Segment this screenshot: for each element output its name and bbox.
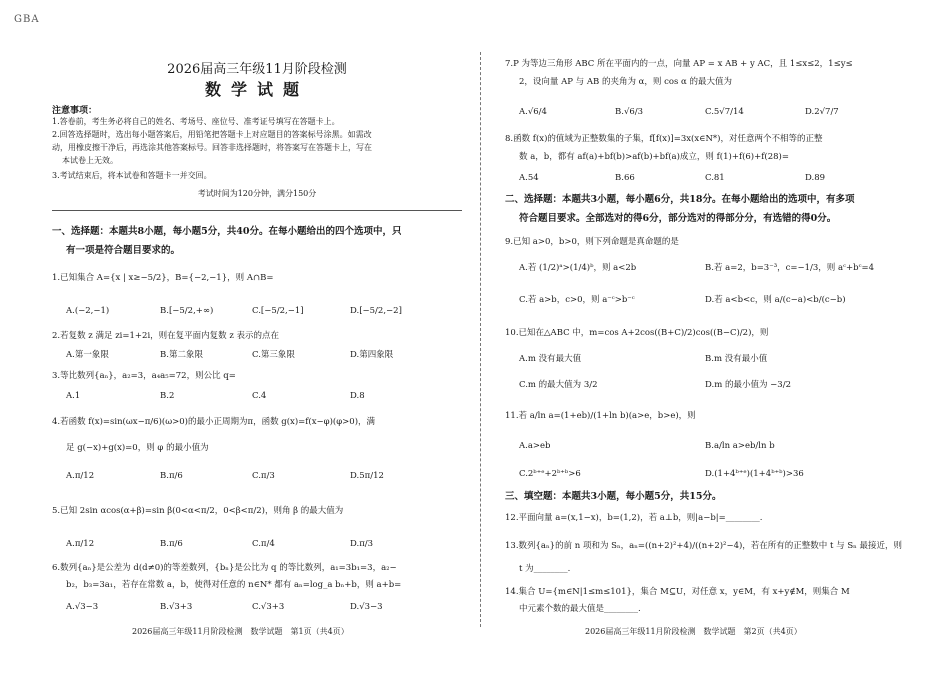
- question-5: 5.已知 2sin αcos(α+β)=sin β(0<α<π/2，0<β<π/2)，则角 β 的最大值为: [52, 506, 344, 516]
- question-13: 13.数列{aₙ}的前 n 项和为 Sₙ，aₙ=((n+2)²+4)/((n+2)²−4)，若在所有的正整数中 t 与 Sₙ 最接近，则: [505, 541, 903, 551]
- option: D.m 的最小值为 −3/2: [705, 380, 791, 390]
- option: B.第二象限: [160, 350, 203, 360]
- option: A.(−2,−1): [66, 306, 110, 316]
- option: A.54: [519, 173, 539, 183]
- option: A.π/12: [66, 539, 95, 549]
- option: D.若 a<b<c，则 a/(c−a)<b/(c−b): [705, 295, 846, 305]
- question-4-cont: 足 g(−x)+g(x)=0，则 φ 的最小值为: [66, 443, 209, 453]
- option: B.[−5/2,+∞): [160, 306, 214, 316]
- option: D.5π/12: [350, 471, 384, 481]
- option: A.1: [66, 391, 81, 401]
- question-6: 6.数列{aₙ}是公差为 d(d≠0)的等差数列，{bₙ}是公比为 q 的等比数列，a₁=3b₁=3，a₂−: [52, 563, 397, 573]
- option: C.4: [252, 391, 267, 401]
- section-1-heading: 一、选择题：本题共8小题，每小题5分，共40分。在每小题给出的四个选项中，只 有一项是符合题目要求的。: [52, 226, 402, 256]
- option: D.89: [805, 173, 826, 183]
- question-9: 9.已知 a>0，b>0，则下列命题是真命题的是: [505, 237, 679, 247]
- exam-title: 2026届高三年级11月阶段检测: [167, 62, 347, 77]
- option: C.m 的最大值为 3/2: [519, 380, 598, 390]
- question-6-cont: b₂，b₃=3a₁，若存在常数 a，b，使得对任意的 n∈N* 都有 aₙ=log_a bₙ+b，则 a+b=: [66, 580, 402, 590]
- option: C.81: [705, 173, 725, 183]
- option: B.a/ln a>eb/ln b: [705, 441, 775, 451]
- page-footer: 2026届高三年级11月阶段检测 数学试题 第2页（共4页）: [585, 627, 802, 636]
- option: C.√3+3: [252, 602, 285, 612]
- option: D.第四象限: [350, 350, 394, 360]
- question-3: 3.等比数列{aₙ}，a₂=3，a₄a₅=72，则公比 q=: [52, 371, 236, 381]
- option: B.π/6: [160, 471, 183, 481]
- notice-line: 2.回答选择题时，选出每小题答案后，用铅笔把答题卡上对应题目的答案标号涂黑。如需改: [52, 130, 372, 139]
- notice-line: 动，用橡皮擦干净后，再选涂其他答案标号。回答非选择题时，将答案写在答题卡上，写在: [52, 143, 372, 152]
- question-8: 8.函数 f(x)的值域为正整数集的子集，f[f(x)]=3x(x∈N*)，对任意两个不相等的正整: [505, 134, 823, 144]
- subject-title: 数学试题: [204, 80, 309, 99]
- column-divider: [480, 52, 482, 627]
- option: B.2: [160, 391, 175, 401]
- question-11: 11.若 a/ln a=(1+eb)/(1+ln b)(a>e，b>e)，则: [505, 411, 696, 421]
- option: C.第三象限: [252, 350, 295, 360]
- option: B.m 没有最小值: [705, 354, 768, 364]
- option: C.π/4: [252, 539, 275, 549]
- option: B.66: [615, 173, 635, 183]
- option: D.2√7/7: [805, 107, 839, 117]
- option: D.(1+4ᵇ⁺ᵉ)(1+4ᵇ⁺ᵇ)>36: [705, 469, 804, 479]
- section-2-heading: 二、选择题：本题共3小题，每小题6分，共18分。在每小题给出的选项中，有多项 符合题目要求。全部选对的得6分，部分选对的得部分分，有选错的得0分。: [505, 194, 855, 224]
- question-12: 12.平面向量 a=(x,1−x)，b=(1,2)，若 a⊥b，则|a−b|=________.: [505, 513, 763, 523]
- question-7: 7.P 为等边三角形 ABC 所在平面内的一点，向量 AP = x AB + y AC，且 1≤x≤2，1≤y≤: [505, 59, 853, 69]
- header-rule: [52, 210, 462, 211]
- option: A.第一象限: [66, 350, 109, 360]
- question-14-cont: 中元素个数的最大值是________.: [519, 604, 641, 614]
- question-14: 14.集合 U={m∈N|1≤m≤101}，集合 M⊆U，对任意 x，y∈M，有 x+y∉M，则集合 M: [505, 587, 850, 597]
- exam-time: 考试时间为120分钟，满分150分: [197, 189, 317, 198]
- page-footer: 2026届高三年级11月阶段检测 数学试题 第1页（共4页）: [132, 627, 349, 636]
- notice-line: 3.考试结束后，将本试卷和答题卡一并交回。: [52, 171, 212, 180]
- section-3-heading: 三、填空题：本题共3小题，每小题5分，共15分。: [505, 491, 722, 502]
- option: B.π/6: [160, 539, 183, 549]
- option: C.2ᵇ⁺ᵉ+2ᵇ⁺ᵇ>6: [519, 469, 581, 479]
- option: D.√3−3: [350, 602, 383, 612]
- option: D.8: [350, 391, 365, 401]
- option: B.√3+3: [160, 602, 193, 612]
- option: D.π/3: [350, 539, 374, 549]
- notice-line: 本试卷上无效。: [62, 156, 118, 165]
- question-4: 4.若函数 f(x)=sin(ωx−π/6)(ω>0)的最小正周期为π，函数 g(x)=f(x−φ)(φ>0)，满: [52, 417, 376, 427]
- question-1: 1.已知集合 A={x | x≥−5/2}，B={−2,−1}，则 A∩B=: [52, 273, 274, 283]
- option: A.π/12: [66, 471, 95, 481]
- option: B.√6/3: [615, 107, 644, 117]
- option: C.若 a>b，c>0，则 a⁻ᶜ>b⁻ᶜ: [519, 295, 635, 305]
- notice-line: 1.答卷前，考生务必将自己的姓名、考场号、座位号、准考证号填写在答题卡上。: [52, 117, 340, 126]
- option: C.π/3: [252, 471, 275, 481]
- option: A.若 (1/2)ᵃ>(1/4)ᵇ，则 a<2b: [519, 263, 637, 273]
- option: C.5√7/14: [705, 107, 744, 117]
- option: A.a>eb: [519, 441, 551, 451]
- question-2: 2.若复数 z 满足 zi=1+2i，则在复平面内复数 z 表示的点在: [52, 331, 280, 341]
- option: A.√6/4: [519, 107, 547, 117]
- option: C.[−5/2,−1]: [252, 306, 304, 316]
- option: A.m 没有最大值: [519, 354, 582, 364]
- question-7-cont: 2，设向量 AP 与 AB 的夹角为 α，则 cos α 的最大值为: [519, 77, 732, 87]
- option: A.√3−3: [66, 602, 99, 612]
- question-10: 10.已知在△ABC 中，m=cos A+2cos((B+C)/2)cos((B−C)/2)，则: [505, 328, 769, 338]
- question-8-cont: 数 a，b，都有 af(a)+bf(b)>af(b)+bf(a)成立，则 f(1)+f(6)+f(28)=: [519, 152, 789, 162]
- question-13-cont: t 为________.: [519, 564, 571, 574]
- option: B.若 a=2，b=3⁻³，c=−1/3，则 aᶜ+bᶜ=4: [705, 263, 875, 273]
- option: D.[−5/2,−2]: [350, 306, 402, 316]
- notice-heading: 注意事项：: [52, 106, 98, 116]
- corner-mark: GBA: [14, 14, 40, 25]
